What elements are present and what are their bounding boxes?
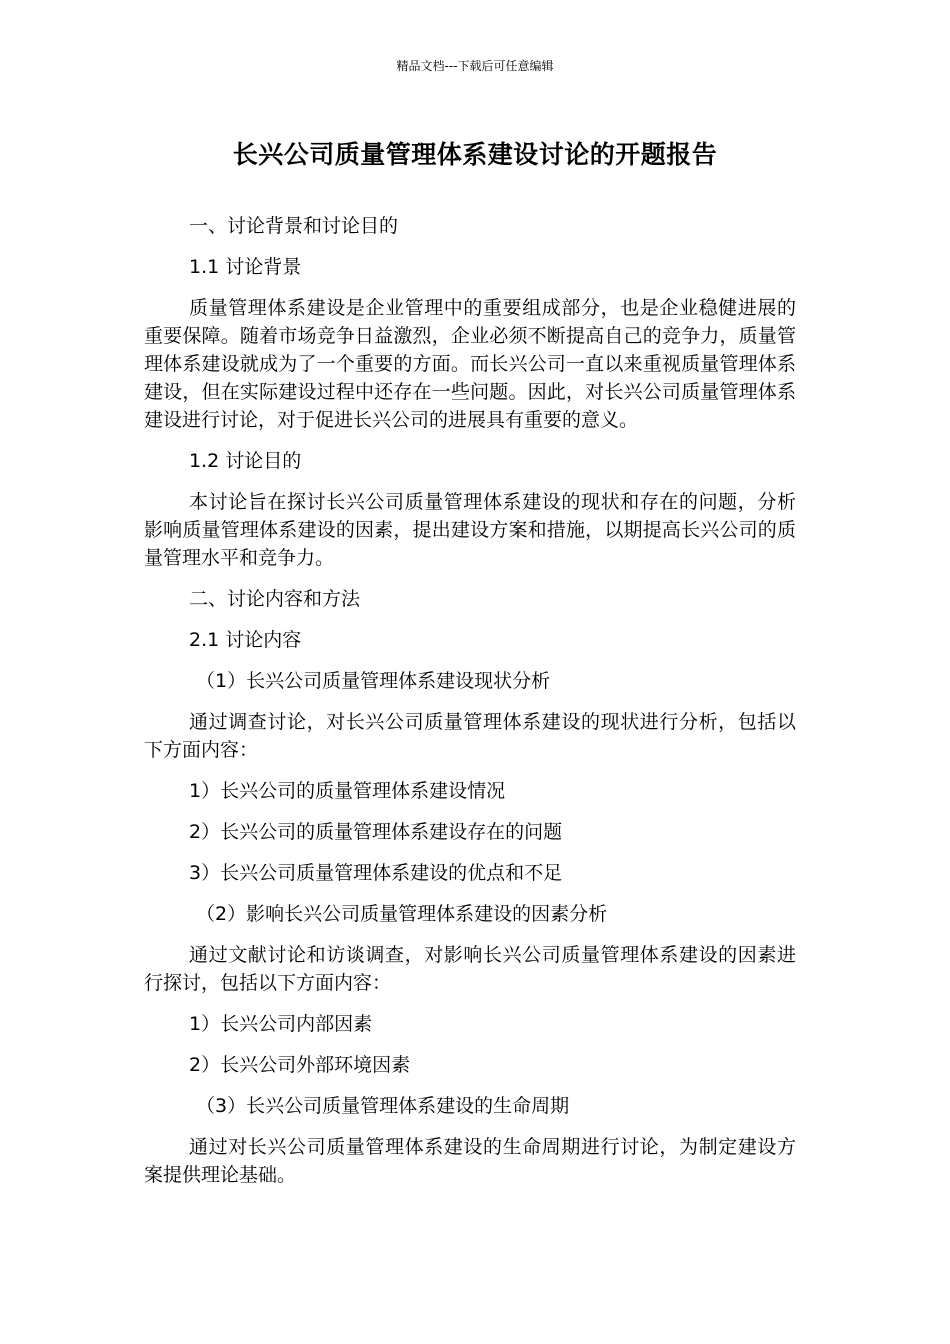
subsection-heading-2-1: 2.1 讨论内容: [189, 629, 302, 651]
section-heading-1: 一、讨论背景和讨论目的: [189, 215, 399, 237]
item-heading-2: （2）影响长兴公司质量管理体系建设的因素分析: [196, 903, 608, 925]
body-paragraph-status: 通过调查讨论，对长兴公司质量管理体系建设的现状进行分析，包括以下方面内容：: [144, 711, 796, 761]
body-paragraph-lifecycle: 通过对长兴公司质量管理体系建设的生命周期进行讨论，为制定建设方案提供理论基础。: [144, 1136, 796, 1186]
list-item: 2）长兴公司的质量管理体系建设存在的问题: [189, 821, 563, 843]
body-paragraph-purpose: 本讨论旨在探讨长兴公司质量管理体系建设的现状和存在的问题，分析影响质量管理体系建设的因素，提出建设方案和措施，以期提高长兴公司的质量管理水平和竞争力。: [144, 491, 796, 569]
item-heading-3: （3）长兴公司质量管理体系建设的生命周期: [196, 1095, 570, 1117]
body-paragraph-factors: 通过文献讨论和访谈调查，对影响长兴公司质量管理体系建设的因素进行探讨，包括以下方面内容：: [144, 944, 796, 994]
section-heading-2: 二、讨论内容和方法: [189, 588, 361, 610]
list-item: 1）长兴公司的质量管理体系建设情况: [189, 780, 506, 802]
body-paragraph-background: 质量管理体系建设是企业管理中的重要组成部分，也是企业稳健进展的重要保障。随着市场竞争日益激烈，企业必须不断提高自己的竞争力，质量管理体系建设就成为了一个重要的方面。而长兴公司一直以来重视质量管理体系建设，但在实际建设过程中还存在一些问题。因此，对长兴公司质量管理体系建设进行讨论，对于促进长兴公司的进展具有重要的意义。: [144, 297, 796, 431]
list-item: 2）长兴公司外部环境因素: [189, 1054, 411, 1076]
subsection-heading-1-2: 1.2 讨论目的: [189, 450, 302, 472]
document-body: [144, 212, 796, 1202]
document-title: 长兴公司质量管理体系建设讨论的开题报告: [232, 140, 718, 169]
subsection-heading-1-1: 1.1 讨论背景: [189, 256, 302, 278]
item-heading-1: （1）长兴公司质量管理体系建设现状分析: [196, 670, 551, 692]
list-item: 3）长兴公司质量管理体系建设的优点和不足: [189, 862, 563, 884]
list-item: 1）长兴公司内部因素: [189, 1013, 373, 1035]
header-note: 精品文档---下载后可任意编辑: [396, 59, 554, 73]
